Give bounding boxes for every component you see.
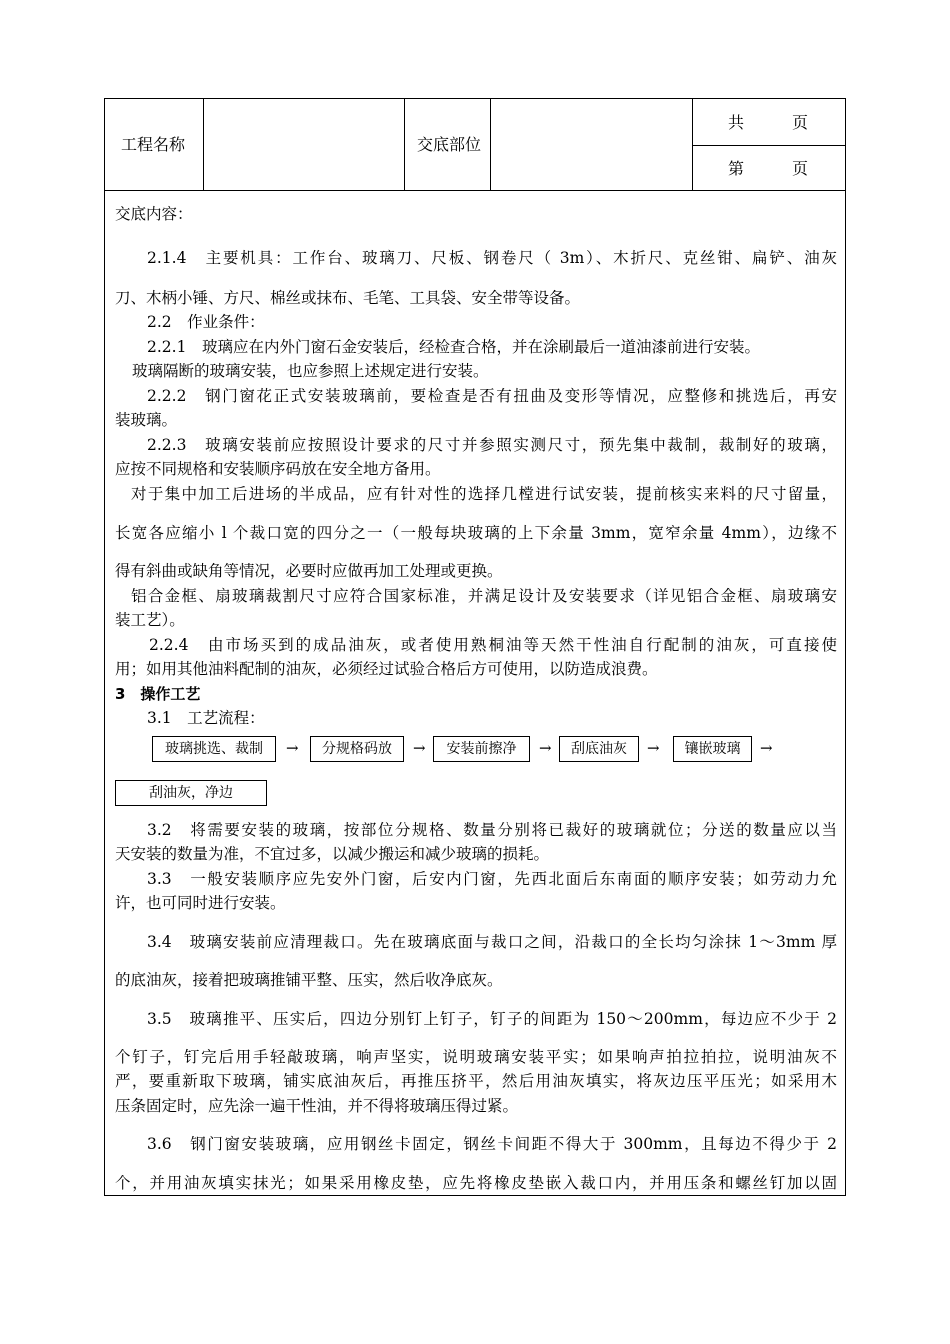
divider	[693, 145, 845, 146]
paragraph: 对于集中加工后进场的半成品，应有针对性的选择几樘进行试安装，提前核实来料的尺寸留量，	[131, 485, 837, 503]
flow-step-box: 玻璃挑选、裁制	[152, 736, 276, 762]
position-label: 交底部位	[417, 135, 482, 154]
paragraph: 得有斜曲或缺角等情况，必要时应做再加工处理或更换。	[115, 562, 503, 580]
flow-step-box: 镶嵌玻璃	[673, 736, 752, 762]
divider	[404, 99, 405, 191]
paragraph: 铝合金框、扇玻璃裁割尺寸应符合国家标准，并满足设计及安装要求（详见铝合金框、扇玻璃安	[131, 587, 837, 605]
flow-arrow: →	[760, 739, 773, 757]
section-heading: 3 操作工艺	[115, 685, 201, 703]
paragraph: 玻璃隔断的玻璃安装，也应参照上述规定进行安装。	[132, 362, 489, 380]
paragraph: 压条固定时，应先涂一遍干性油，并不得将玻璃压得过紧。	[115, 1097, 519, 1115]
content-label: 交底内容：	[115, 205, 193, 223]
paragraph: 长宽各应缩小 l 个裁口宽的四分之一（一般每块玻璃的上下余量 3mm，宽窄余量 4mm），边缘不	[115, 524, 837, 542]
form-header	[105, 99, 845, 191]
flow-arrow: →	[647, 739, 660, 757]
total-pages-label: 共 页	[728, 113, 809, 132]
paragraph: 许，也可同时进行安装。	[115, 894, 286, 912]
paragraph: 2.1.4 主要机具：工作台、玻璃刀、尺板、钢卷尺（ 3m）、木折尺、克丝钳、扁铲、油灰	[147, 249, 837, 267]
paragraph: 2.2 作业条件：	[147, 313, 265, 331]
paragraph: 严，要重新取下玻璃，铺实底油灰后，再推压挤平，然后用油灰填实，将灰边压平压光；如采用木	[115, 1072, 837, 1090]
flow-arrow: →	[286, 739, 299, 757]
paragraph: 天安装的数量为准，不宜过多，以减少搬运和减少玻璃的损耗。	[115, 845, 550, 863]
flow-step-box: 分规格码放	[310, 736, 404, 762]
flow-arrow: →	[539, 739, 552, 757]
paragraph: 2.2.1 玻璃应在内外门窗石金安装后，经检查合格，并在涂刷最后一道油漆前进行安装。	[147, 338, 760, 356]
flow-step-box: 安装前擦净	[433, 736, 530, 762]
divider	[490, 99, 491, 191]
paragraph: 装工艺）。	[115, 611, 185, 629]
paragraph: 3.5 玻璃推平、压实后，四边分别钉上钉子，钉子的间距为 150～200mm，每边应不少于 2	[147, 1010, 837, 1028]
flow-step-box: 刮底油灰	[559, 736, 639, 762]
paragraph: 2.2.2 钢门窗花正式安装玻璃前，要检查是否有扭曲及变形等情况，应整修和挑选后，再安	[147, 387, 837, 405]
paragraph: 用；如用其他油料配制的油灰，必须经过试验合格后方可使用，以防造成浪费。	[115, 660, 658, 678]
paragraph: 的底油灰，接着把玻璃推铺平整、压实，然后收净底灰。	[115, 971, 503, 989]
paragraph: 装玻璃。	[115, 411, 178, 429]
paragraph: 个钉子，钉完后用手轻敲玻璃，响声坚实，说明玻璃安装平实；如果响声拍拉拍拉，说明油灰不	[115, 1048, 837, 1066]
flow-arrow: →	[413, 739, 426, 757]
page-number-label: 第 页	[728, 159, 809, 178]
paragraph: 3.2 将需要安装的玻璃，按部位分规格、数量分别将已裁好的玻璃就位；分送的数量应以当	[147, 821, 837, 839]
paragraph: 3.4 玻璃安装前应清理裁口。先在玻璃底面与裁口之间，沿裁口的全长均匀涂抹 1～3mm 厚	[147, 933, 837, 951]
disclosure-form	[104, 98, 846, 1196]
paragraph: 应按不同规格和安装顺序码放在安全地方备用。	[115, 460, 441, 478]
paragraph: 3.3 一般安装顺序应先安外门窗，后安内门窗，先西北面后东南面的顺序安装；如劳动力允	[147, 870, 837, 888]
project-name-label: 工程名称	[121, 135, 186, 154]
divider	[203, 99, 204, 191]
content-body	[105, 191, 845, 1195]
flow-step-box: 刮油灰，净边	[115, 780, 267, 806]
paragraph: 2.2.4 由市场买到的成品油灰，或者使用熟桐油等天然干性油自行配制的油灰，可直接使	[149, 636, 837, 654]
paragraph: 2.2.3 玻璃安装前应按照设计要求的尺寸并参照实测尺寸，预先集中裁制，裁制好的玻璃，	[147, 436, 837, 454]
paragraph: 刀、木柄小锤、方尺、棉丝或抹布、毛笔、工具袋、安全带等设备。	[115, 289, 581, 307]
paragraph: 3.1 工艺流程：	[147, 709, 265, 727]
paragraph: 3.6 钢门窗安装玻璃，应用钢丝卡固定，钢丝卡间距不得大于 300mm，且每边不得少于 2	[147, 1135, 837, 1153]
paragraph: 个，并用油灰填实抹光；如果采用橡皮垫，应先将橡皮垫嵌入裁口内，并用压条和螺丝钉加以固	[115, 1174, 837, 1192]
